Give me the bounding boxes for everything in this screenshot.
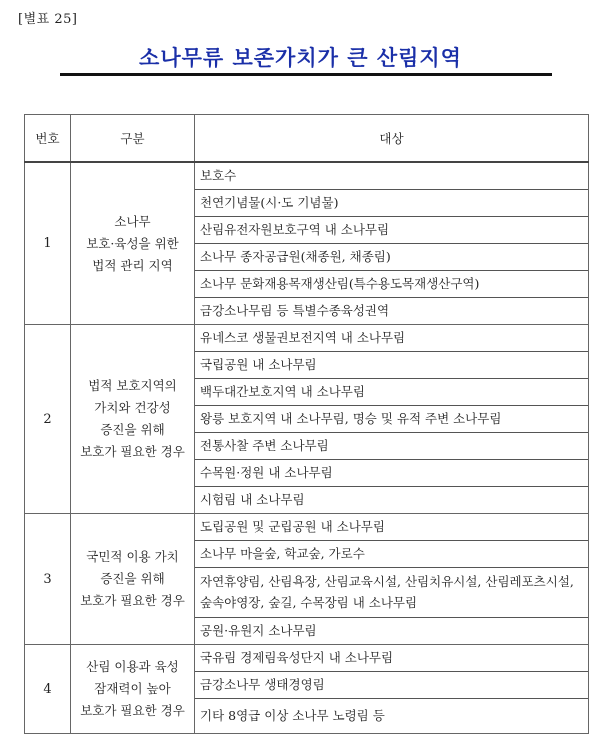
list-item: 천연기념물(시·도 기념물) <box>195 190 588 217</box>
list-item: 자연휴양림, 산림욕장, 산림교육시설, 산림치유시설, 산림레포츠시설, 숲속야영장, 숲길, 수목장림 내 소나무림 <box>195 568 588 618</box>
annex-label: [별표 25] <box>18 12 78 27</box>
list-item: 전통사찰 주변 소나무림 <box>195 433 588 460</box>
category-line: 소나무 <box>114 213 151 229</box>
list-item: 기타 8영급 이상 소나무 노령림 등 <box>200 708 385 723</box>
list-item: 수목원·정원 내 소나무림 <box>195 460 588 487</box>
group-category <box>71 514 195 645</box>
column-header-target: 대상 <box>195 115 589 163</box>
table-row-group-4 <box>25 645 589 734</box>
category-line: 국민적 이용 가치 <box>86 549 179 564</box>
list-item: 소나무 문화재용목재생산림(특수용도목재생산구역) <box>195 271 588 298</box>
list-item: 국유림 경제림육성단지 내 소나무림 <box>195 645 588 672</box>
category-line: 보호가 필요한 경우 <box>80 593 185 608</box>
group-items <box>195 645 589 734</box>
column-header-number: 번호 <box>25 115 71 163</box>
list-item: 왕릉 보호지역 내 소나무림, 명승 및 유적 주변 소나무림 <box>195 406 588 433</box>
list-item: 보호수 <box>195 163 588 190</box>
category-line: 법적 관리 지역 <box>92 257 173 273</box>
list-item: 도립공원 및 군립공원 내 소나무림 <box>195 514 588 541</box>
group-number: 4 <box>25 645 71 734</box>
group-number: 3 <box>25 514 71 645</box>
category-line: 가치와 건강성 <box>94 400 171 415</box>
category-line: 보호가 필요한 경우 <box>80 444 185 459</box>
list-item: 국립공원 내 소나무림 <box>195 352 588 379</box>
page-title: 소나무류 보존가치가 큰 산림지역 <box>139 45 462 70</box>
group-category <box>71 325 195 514</box>
group-items <box>195 325 589 514</box>
group-category <box>71 645 195 734</box>
category-line: 보호·육성을 위한 <box>86 235 179 251</box>
category-line: 잠재력이 높아 <box>94 681 171 696</box>
list-item: 산림유전자원보호구역 내 소나무림 <box>195 217 588 244</box>
table-row-group-1 <box>25 162 589 325</box>
protected-forest-table <box>24 114 589 734</box>
category-line: 증진을 위해 <box>100 571 165 586</box>
group-number: 2 <box>25 325 71 514</box>
category-line: 보호가 필요한 경우 <box>80 703 185 718</box>
list-item: 시험림 내 소나무림 <box>200 492 305 507</box>
table-row-group-2 <box>25 325 589 514</box>
category-line: 증진을 위해 <box>100 422 165 437</box>
table-row-group-3 <box>25 514 589 645</box>
group-items <box>195 514 589 645</box>
group-items <box>195 162 589 325</box>
list-item: 유네스코 생물권보전지역 내 소나무림 <box>195 325 588 352</box>
group-number: 1 <box>25 162 71 325</box>
list-item: 소나무 종자공급원(채종원, 채종림) <box>195 244 588 271</box>
list-item: 금강소나무 생태경영림 <box>195 672 588 699</box>
category-line: 산림 이용과 육성 <box>86 659 179 674</box>
group-category <box>71 162 195 325</box>
table-header-row <box>25 115 589 163</box>
list-item: 공원·유원지 소나무림 <box>200 623 317 638</box>
list-item: 금강소나무림 등 특별수종육성권역 <box>200 303 390 318</box>
title-underline <box>60 73 552 76</box>
list-item: 소나무 마을숲, 학교숲, 가로수 <box>195 541 588 568</box>
list-item: 백두대간보호지역 내 소나무림 <box>195 379 588 406</box>
category-line: 법적 보호지역의 <box>88 378 177 393</box>
column-header-category: 구분 <box>71 115 195 163</box>
